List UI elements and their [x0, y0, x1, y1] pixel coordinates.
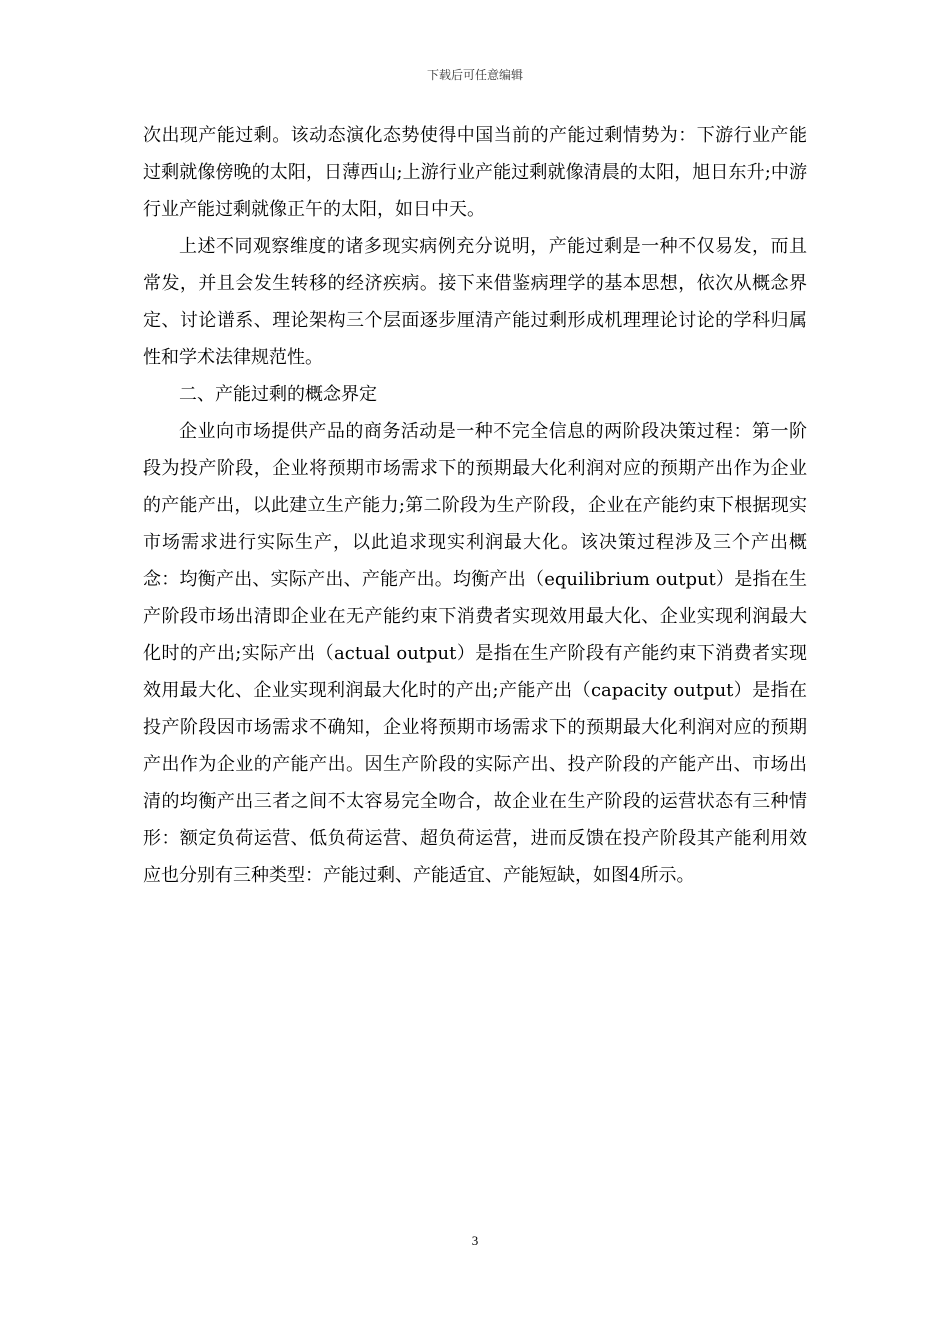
paragraph-continuation: 次出现产能过剩。该动态演化态势使得中国当前的产能过剩情势为：下游行业产能过剩就像傍晚的太阳，日薄西山;上游行业产能过剩就像清晨的太阳，旭日东升;中游行业产能过剩就像正午的太阳，如日中天。 [143, 125, 808, 220]
paragraph-summary: 上述不同观察维度的诸多现实病例充分说明，产能过剩是一种不仅易发，而且常发，并且会发生转移的经济疾病。接下来借鉴病理学的基本思想，依次从概念界定、讨论谱系、理论架构三个层面逐步厘清产能过剩形成机理理论讨论的学科归属性和学术法律规范性。 [143, 236, 807, 368]
document-body [143, 117, 807, 894]
paragraph-definition: 企业向市场提供产品的商务活动是一种不完全信息的两阶段决策过程：第一阶段为投产阶段，企业将预期市场需求下的预期最大化利润对应的预期产出作为企业的产能产出，以此建立生产能力;第二阶段为生产阶段，企业在产能约束下根据现实市场需求进行实际生产，以此追求现实利润最大化。该决策过程涉及三个产出概念：均衡产出、实际产出、产能产出。均衡产出（equilibrium output）是指在生产阶段市场出清即企业在无产能约束下消费者实现效用最大化、企业实现利润最大化时的产出;实际产出（actual output）是指在生产阶段有产能约束下消费者实现效用最大化、企业实现利润最大化时的产出;产能产出（capacity output）是指在投产阶段因市场需求不确知，企业将预期市场需求下的预期最大化利润对应的预期产出作为企业的产能产出。因生产阶段的实际产出、投产阶段的产能产出、市场出清的均衡产出三者之间不太容易完全吻合，故企业在生产阶段的运营状态有三种情形：额定负荷运营、低负荷运营、超负荷运营，进而反馈在投产阶段其产能利用效应也分别有三种类型：产能过剩、产能适宜、产能短缺，如图4所示。 [143, 421, 807, 886]
page-number: 3 [471, 1233, 479, 1248]
section-heading: 二、产能过剩的概念界定 [179, 384, 377, 405]
page-header: 下载后可任意编辑 [426, 68, 523, 82]
